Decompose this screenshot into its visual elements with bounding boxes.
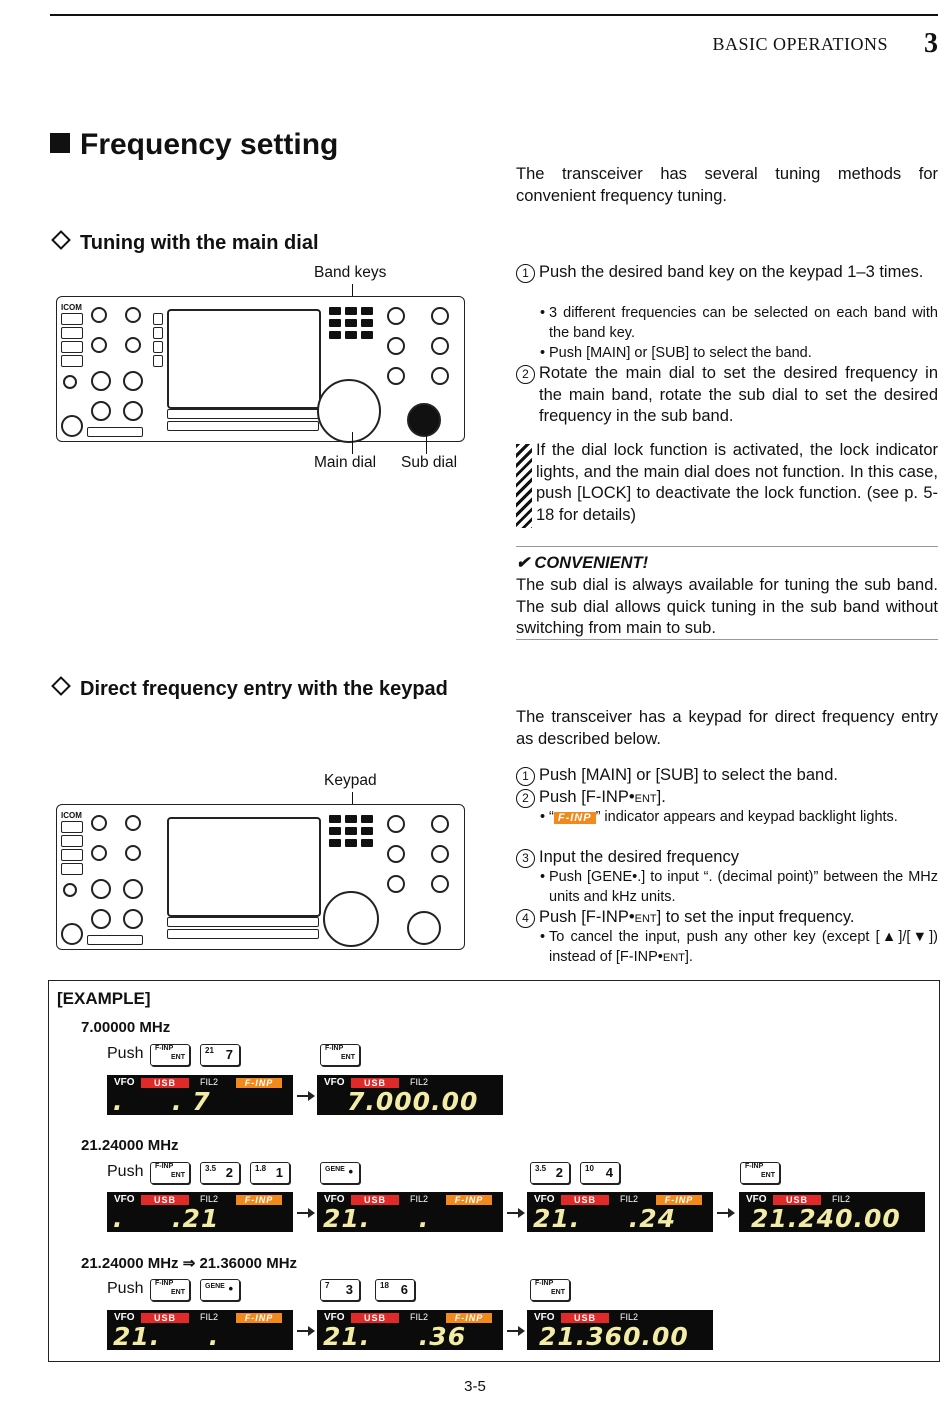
brand-logo: ICOM [61, 303, 82, 312]
keypad-key [361, 815, 373, 823]
keypad-step-3 [516, 847, 938, 869]
lcd-digits: 7.000.00 [347, 1087, 479, 1116]
small-knob [387, 367, 405, 385]
f-inp-indicator: F-INP [554, 812, 596, 824]
heading-main-dial [50, 232, 319, 255]
small-knob [125, 845, 141, 861]
convenient-box [516, 546, 938, 640]
panel-button [61, 863, 83, 875]
example-3-frequency: 21.24000 MHz ⇒ 21.36000 MHz [81, 1255, 298, 1272]
band-7-key: 7 3 [320, 1279, 360, 1301]
section-header: BASIC OPERATIONS [712, 34, 888, 54]
band-key [329, 319, 341, 327]
small-knob [431, 845, 449, 863]
label-band-keys: Band keys [314, 264, 387, 281]
main-dial [317, 379, 381, 443]
keypad-step-2-bullet: • “ F-INP ” indicator appears and keypad backlight lights. [540, 809, 898, 825]
label-main-dial: Main dial [314, 454, 377, 471]
small-knob [431, 337, 449, 355]
diamond-icon [51, 230, 71, 250]
band-key [329, 331, 341, 339]
step-number: 2 [516, 365, 535, 384]
small-knob [63, 375, 77, 389]
lcd-display: VFO USB FIL2 21.240.00 [739, 1192, 925, 1232]
f-inp-ent-key: F-INP ENT [740, 1162, 780, 1184]
small-knob [387, 845, 405, 863]
header-rule [50, 14, 938, 16]
band-21-key: 21 7 [200, 1044, 240, 1066]
small-knob [431, 815, 449, 833]
lcd-display: VFO USB FIL2 F-INP 21. . [317, 1192, 503, 1232]
step-number: 3 [516, 849, 535, 868]
lcd-display: VFO USB FIL2 21.360.00 [527, 1310, 713, 1350]
step-1 [516, 262, 938, 284]
lcd-digits: 21.360.00 [539, 1322, 689, 1351]
step-number: 2 [516, 789, 535, 808]
lcd-digits: 21. . [323, 1204, 430, 1233]
small-knob [387, 307, 405, 325]
lcd-screen [167, 817, 321, 917]
keypad-key [345, 827, 357, 835]
band-key [345, 307, 357, 315]
lcd-display: VFO USB FIL2 F-INP 21. . [107, 1310, 293, 1350]
keypad-key [345, 815, 357, 823]
step-text: Input the desired frequency [539, 848, 739, 866]
f-inp-ent-key: F-INP ENT [150, 1162, 190, 1184]
lcd-digits: 21. .24 [533, 1204, 677, 1233]
note-box [516, 440, 938, 526]
leader-main-dial [352, 432, 353, 454]
step-1-bullet-2: • Push [MAIN] or [SUB] to select the band. [540, 345, 812, 361]
step-text: Push [MAIN] or [SUB] to select the band. [539, 766, 838, 784]
f-inp-ent-key: F-INP ENT [150, 1044, 190, 1066]
arrow-icon [297, 1212, 313, 1214]
band-10-key: 10 4 [580, 1162, 620, 1184]
panel-button [61, 821, 83, 833]
small-knob [125, 815, 141, 831]
lcd-display: VFO USB FIL2 F-INP . .21 [107, 1192, 293, 1232]
lcd-digits: . .21 [113, 1204, 220, 1233]
knob [91, 879, 111, 899]
keypad-key [329, 827, 341, 835]
mic-connector [61, 415, 83, 437]
page-title [50, 128, 338, 162]
f-inp-ent-key: F-INP ENT [530, 1279, 570, 1301]
chapter-number: 3 [924, 28, 938, 59]
band-key [345, 331, 357, 339]
card-slot [87, 935, 143, 945]
band-1-8-key: 1.8 1 [250, 1162, 290, 1184]
lcd-display: VFO USB FIL2 F-INP 21. .36 [317, 1310, 503, 1350]
push-label: Push [107, 1280, 144, 1297]
step-text: Push [F-INP•ENT]. [539, 788, 666, 806]
function-button-row [167, 917, 319, 927]
gene-key: GENE • [320, 1162, 360, 1184]
arrow-icon [507, 1212, 523, 1214]
small-knob [91, 815, 107, 831]
band-3-5-key: 3.5 2 [530, 1162, 570, 1184]
example-2-frequency: 21.24000 MHz [81, 1137, 179, 1154]
panel-button [153, 341, 163, 353]
note-text: If the dial lock function is activated, the lock indicator lights, and the main dial does not function. In this case, push [LOCK] to deactivate the lock function. (see p. 5-18 for details) [536, 441, 938, 524]
heading-main-dial-text: Tuning with the main dial [80, 232, 319, 254]
arrow-icon [297, 1095, 313, 1097]
panel-button [61, 341, 83, 353]
small-knob [387, 815, 405, 833]
arrow-icon [717, 1212, 733, 1214]
keypad-key [361, 839, 373, 847]
keypad-key [329, 815, 341, 823]
note-icon [516, 444, 532, 528]
panel-button [61, 835, 83, 847]
step-1-bullet-1: • 3 different frequencies can be selected on each band with the band key. [540, 305, 938, 341]
sub-dial [407, 911, 441, 945]
diamond-icon [51, 676, 71, 696]
keypad-key [329, 839, 341, 847]
keypad-step-4-bullet: • To cancel the input, push any other key (except [▲]/[▼]) instead of [F-INP•ENT]. [540, 929, 938, 965]
arrow-icon [507, 1330, 523, 1332]
function-button-row [167, 409, 319, 419]
label-keypad: Keypad [324, 772, 377, 789]
step-2 [516, 363, 938, 428]
knob [91, 371, 111, 391]
panel-button [153, 327, 163, 339]
main-dial [323, 891, 379, 947]
page-title-text: Frequency setting [80, 128, 339, 161]
small-knob [91, 337, 107, 353]
lcd-digits: . . 7 [113, 1087, 211, 1116]
knob [123, 401, 143, 421]
example-box [48, 980, 940, 1362]
push-label: Push [107, 1045, 144, 1062]
intro-paragraph: The transceiver has several tuning methods for convenient frequency tuning. [516, 165, 938, 205]
small-knob [431, 367, 449, 385]
lcd-screen [167, 309, 321, 409]
arrow-icon [297, 1330, 313, 1332]
convenient-title: ✔ CONVENIENT! [516, 554, 649, 572]
f-inp-ent-key: F-INP ENT [320, 1044, 360, 1066]
keypad-intro: The transceiver has a keypad for direct frequency entry as described below. [516, 708, 938, 748]
keypad-step-1 [516, 765, 938, 787]
small-knob [63, 883, 77, 897]
step-number: 4 [516, 909, 535, 928]
step-text: Rotate the main dial to set the desired frequency in the main band, rotate the sub dial to set the desired frequency in the sub band. [539, 364, 938, 425]
keypad-key [361, 827, 373, 835]
card-slot [87, 427, 143, 437]
small-knob [387, 875, 405, 893]
push-label: Push [107, 1163, 144, 1180]
panel-button [61, 327, 83, 339]
panel-button [61, 849, 83, 861]
step-number: 1 [516, 264, 535, 283]
page-number: 3-5 [464, 1378, 486, 1395]
sub-dial [407, 403, 441, 437]
keypad-step-3-bullet: • Push [GENE•.] to input “. (decimal point)” between the MHz units and kHz units. [540, 869, 938, 905]
example-title: [EXAMPLE] [57, 989, 151, 1008]
band-key [361, 331, 373, 339]
band-key [361, 319, 373, 327]
step-number: 1 [516, 767, 535, 786]
panel-button [61, 355, 83, 367]
step-text: Push [F-INP•ENT] to set the input frequency. [539, 908, 855, 926]
lcd-display: VFO USB FIL2 F-INP 21. .24 [527, 1192, 713, 1232]
small-knob [125, 337, 141, 353]
band-18-key: 18 6 [375, 1279, 415, 1301]
small-knob [125, 307, 141, 323]
knob [123, 909, 143, 929]
lcd-digits: 21.240.00 [751, 1204, 901, 1233]
leader-sub-dial [426, 432, 427, 454]
heading-keypad-text: Direct frequency entry with the keypad [80, 678, 448, 700]
band-key [361, 307, 373, 315]
knob [91, 401, 111, 421]
panel-button [153, 355, 163, 367]
knob [123, 371, 143, 391]
transceiver-illustration [56, 804, 465, 950]
knob [91, 909, 111, 929]
square-bullet-icon [50, 133, 70, 153]
step-text: Push the desired band key on the keypad 1–3 times. [539, 263, 924, 281]
brand-logo: ICOM [61, 811, 82, 820]
f-inp-ent-key: F-INP ENT [150, 1279, 190, 1301]
lcd-display: VFO USB FIL2 F-INP . . 7 [107, 1075, 293, 1115]
lcd-display: VFO USB FIL2 7.000.00 [317, 1075, 503, 1115]
label-sub-dial: Sub dial [401, 454, 458, 471]
small-knob [91, 307, 107, 323]
band-key [329, 307, 341, 315]
small-knob [387, 337, 405, 355]
heading-keypad [50, 678, 448, 701]
band-key [345, 319, 357, 327]
panel-button [61, 313, 83, 325]
mic-connector [61, 923, 83, 945]
knob [123, 879, 143, 899]
convenient-body: The sub dial is always available for tuning the sub band. The sub dial allows quick tuning in the sub band without switching from main to sub. [516, 576, 938, 637]
example-1-frequency: 7.00000 MHz [81, 1019, 171, 1036]
function-button-row [167, 421, 319, 431]
lcd-digits: 21. . [113, 1322, 220, 1351]
lcd-digits: 21. .36 [323, 1322, 467, 1351]
keypad-key [345, 839, 357, 847]
panel-button [153, 313, 163, 325]
small-knob [431, 875, 449, 893]
gene-key: GENE • [200, 1279, 240, 1301]
transceiver-illustration [56, 296, 465, 442]
band-3-5-key: 3.5 2 [200, 1162, 240, 1184]
small-knob [431, 307, 449, 325]
function-button-row [167, 929, 319, 939]
small-knob [91, 845, 107, 861]
